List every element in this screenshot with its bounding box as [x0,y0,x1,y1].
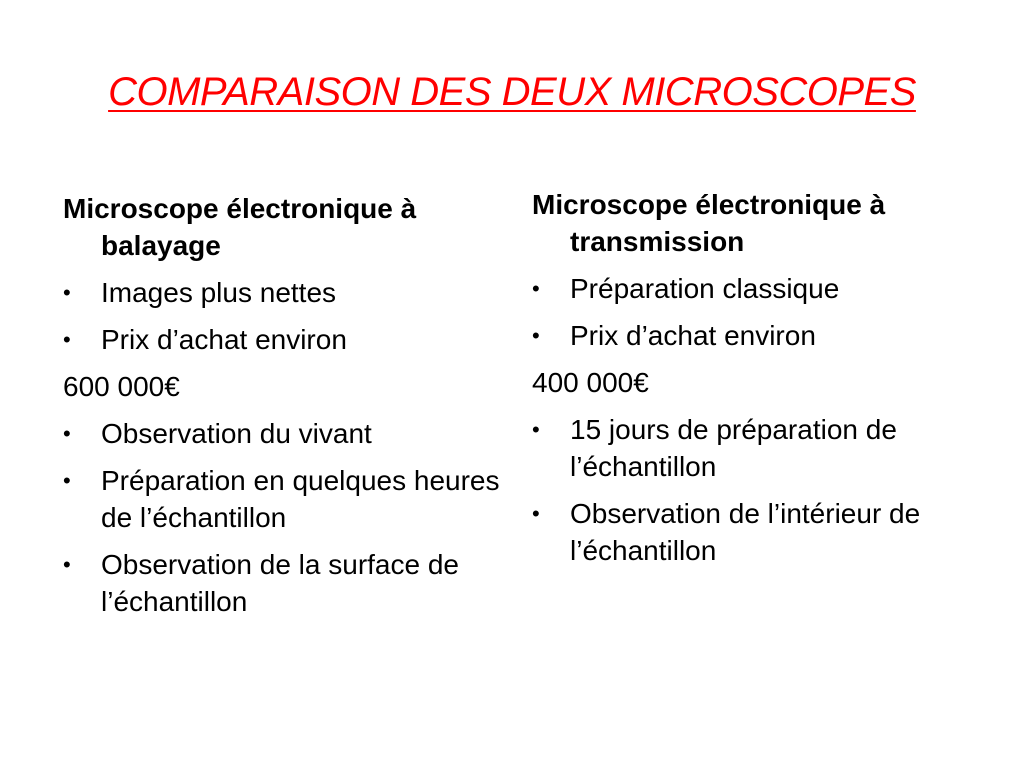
list-item-text: Prix d’achat environ [570,320,816,351]
bullet-icon: • [63,280,71,305]
bullet-icon: • [532,323,540,348]
left-column-heading: Microscope électronique à balayage [63,193,417,261]
list-item-text: Observation de l’intérieur de l’échantillon [570,498,921,566]
list-item [532,317,972,354]
price-text: 600 000€ [63,371,180,402]
list-item-text: Préparation en quelques heures de l’échantillon [101,465,500,533]
right-column [532,186,972,579]
bullet-icon: • [63,468,71,493]
bullet-icon: • [63,421,71,446]
list-item-text: Préparation classique [570,273,840,304]
bullet-icon: • [532,276,540,301]
slide-title: COMPARAISON DES DEUX MICROSCOPES [108,70,916,114]
list-item-text: 15 jours de préparation de l’échantillon [570,414,897,482]
bullet-icon: • [532,417,540,442]
left-column [63,190,503,630]
bullet-icon: • [63,552,71,577]
list-item [63,274,503,311]
bullet-icon: • [63,327,71,352]
list-item-text: Observation de la surface de l’échantillon [101,549,459,617]
list-item [63,546,503,620]
list-item-text: Prix d’achat environ [101,324,347,355]
right-column-heading: Microscope électronique à transmission [532,189,886,257]
list-item-text: Images plus nettes [101,277,337,308]
list-item-text: Observation du vivant [101,418,372,449]
list-item [532,270,972,307]
list-item [63,321,503,358]
list-item [63,415,503,452]
list-item [532,411,972,485]
price-text: 400 000€ [532,367,649,398]
list-item [63,462,503,536]
list-item [532,495,972,569]
bullet-icon: • [532,501,540,526]
